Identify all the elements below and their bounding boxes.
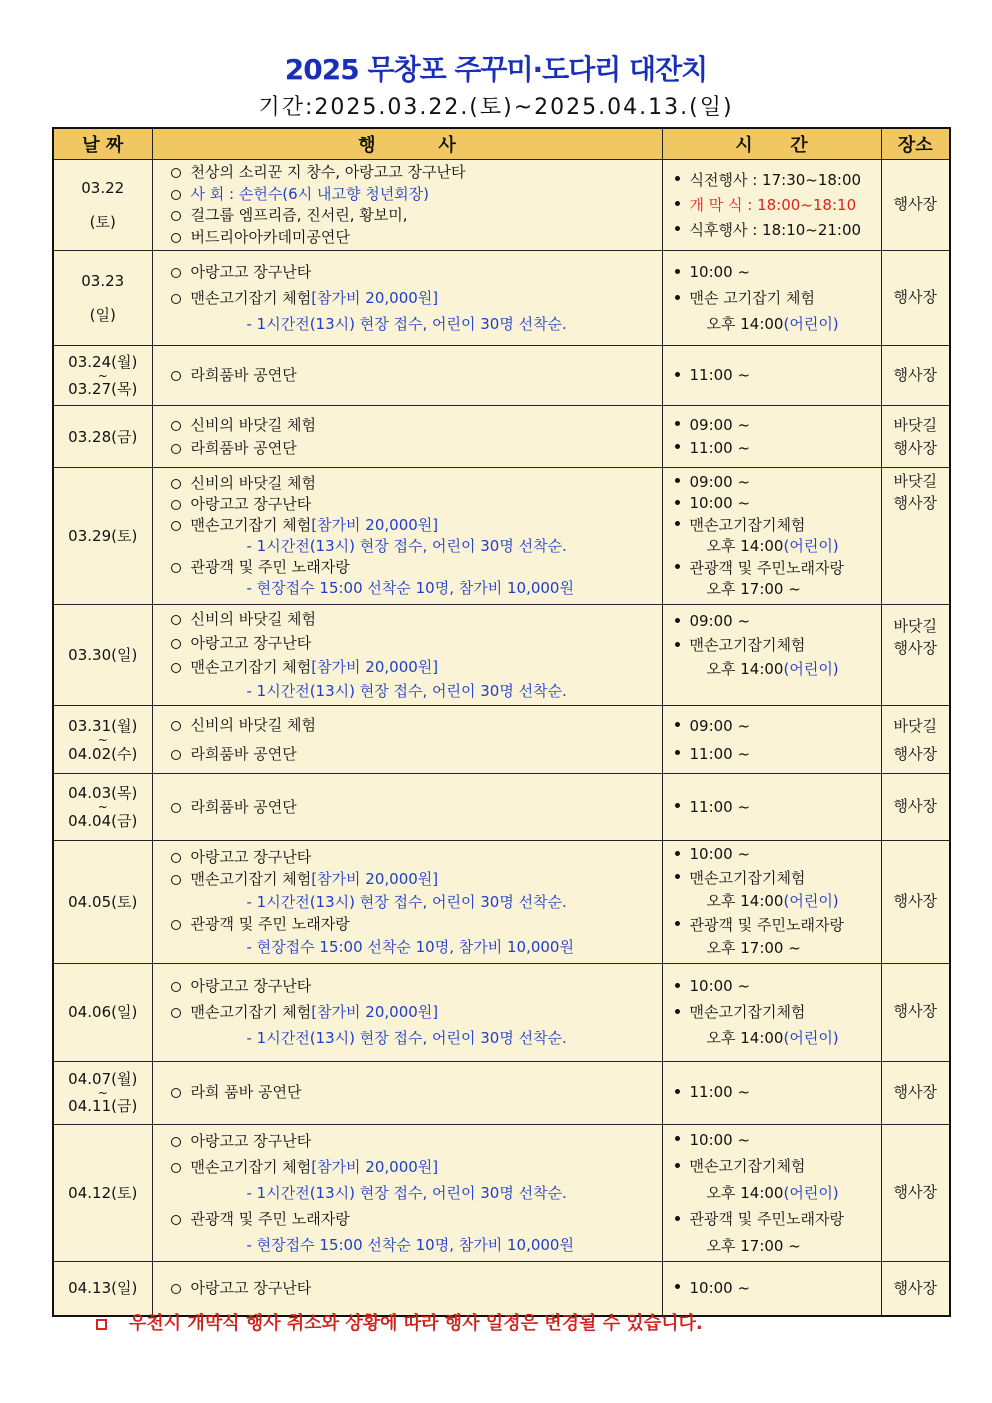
time-item: 11:00 ~ — [689, 438, 751, 457]
time-item: 오후 17:00 ~ — [706, 1236, 801, 1255]
date-text: 03.22 — [81, 179, 125, 197]
circle-bullet-icon — [171, 168, 181, 178]
header-place: 장소 — [881, 128, 950, 160]
table-row — [53, 1262, 950, 1316]
time-item: 식후행사 : 18:10~21:00 — [689, 220, 862, 239]
circle-bullet-icon — [171, 982, 181, 992]
time-item: 맨손고기잡기체험 — [689, 515, 806, 534]
time-item: 맨손고기잡기체험 — [689, 1157, 806, 1175]
event-fee: [참가비 20,000원] — [311, 516, 439, 534]
row-date — [53, 706, 152, 774]
row-times — [662, 706, 881, 774]
table-header-row — [53, 128, 950, 160]
event-item: 신비의 바닷길 체험 — [190, 415, 316, 434]
table-row — [53, 1124, 950, 1262]
circle-bullet-icon — [171, 479, 181, 489]
place-text: 행사장 — [893, 365, 937, 384]
time-item: 관광객 및 주민노래자랑 — [689, 1210, 844, 1228]
time-target: (어린이) — [783, 660, 839, 678]
row-date — [53, 468, 152, 605]
date-text: 03.27(목) — [68, 379, 138, 398]
event-note: - 1시간전(13시) 현장 접수, 어린이 30명 선착순. — [246, 892, 567, 911]
time-item: 오후 17:00 ~ — [706, 580, 801, 598]
dot-bullet-icon — [675, 750, 680, 755]
circle-bullet-icon — [171, 1088, 181, 1098]
time-target: (어린이) — [783, 892, 839, 910]
row-date — [53, 1262, 152, 1316]
row-place — [881, 346, 950, 406]
date-range-tilde: ~ — [97, 1085, 108, 1100]
place-text: 행사장 — [893, 797, 937, 816]
row-date — [53, 774, 152, 841]
event-item: 라희품바 공연단 — [190, 744, 297, 763]
table-row — [53, 406, 950, 468]
time-item: 오후 14:00 — [706, 315, 784, 333]
place-text: 행사장 — [893, 1082, 937, 1101]
row-place — [881, 251, 950, 346]
table-row — [53, 963, 950, 1061]
time-item: 관광객 및 주민노래자랑 — [689, 558, 844, 577]
row-times — [662, 251, 881, 346]
time-item: 09:00 ~ — [689, 415, 751, 434]
event-item: 신비의 바닷길 체험 — [190, 474, 316, 492]
row-times — [662, 1061, 881, 1124]
time-item: 11:00 ~ — [689, 744, 751, 763]
circle-bullet-icon — [171, 920, 181, 930]
date-text: 04.12(토) — [68, 1183, 138, 1202]
event-item: 맨손고기잡기 체험 — [190, 1157, 312, 1176]
event-note: - 1시간전(13시) 현장 접수, 어린이 30명 선착순. — [246, 537, 567, 555]
event-item: 맨손고기잡기 체험 — [190, 1003, 312, 1021]
header-event: 행 사 — [152, 128, 662, 160]
table-row — [53, 346, 950, 406]
dot-bullet-icon — [675, 921, 680, 926]
table-row — [53, 1061, 950, 1124]
circle-bullet-icon — [171, 875, 181, 885]
date-text: 04.07(월) — [68, 1069, 138, 1088]
row-events — [152, 841, 662, 964]
dot-bullet-icon — [675, 1089, 680, 1094]
circle-bullet-icon — [171, 294, 181, 304]
circle-bullet-icon — [171, 563, 181, 573]
circle-bullet-icon — [171, 1008, 181, 1018]
time-item: 맨손고기잡기체험 — [689, 1003, 806, 1021]
place-text: 바닷길 — [893, 415, 937, 434]
event-item: 관광객 및 주민 노래자랑 — [190, 915, 350, 933]
date-range-tilde: ~ — [97, 368, 108, 383]
row-times — [662, 963, 881, 1061]
dot-bullet-icon — [675, 1216, 680, 1221]
event-item: 라희품바 공연단 — [190, 366, 297, 384]
row-events — [152, 963, 662, 1061]
row-date — [53, 1124, 152, 1262]
event-item: 아랑고고 장구난타 — [190, 847, 312, 866]
event-item: 사 회 : 손헌수(6시 내고향 청년회장) — [190, 184, 430, 203]
row-events — [152, 406, 662, 468]
event-fee: [참가비 20,000원] — [311, 289, 439, 307]
row-date — [53, 841, 152, 964]
event-item: 맨손고기잡기 체험 — [190, 516, 312, 534]
event-item: 맨손고기잡기 체험 — [190, 870, 312, 888]
row-place — [881, 1124, 950, 1262]
circle-bullet-icon — [171, 444, 181, 454]
row-events — [152, 160, 662, 251]
dot-bullet-icon — [675, 1136, 680, 1141]
header-date: 날 짜 — [53, 128, 152, 160]
event-item: 라희 품바 공연단 — [190, 1083, 302, 1101]
circle-bullet-icon — [171, 853, 181, 863]
date-text: 04.11(금) — [68, 1096, 138, 1115]
row-events — [152, 468, 662, 605]
dot-bullet-icon — [675, 1163, 680, 1168]
time-item: 관광객 및 주민노래자랑 — [689, 915, 844, 934]
event-item: 천상의 소리꾼 지 창수, 아랑고고 장구난타 — [190, 163, 466, 181]
time-target: (어린이) — [783, 537, 839, 555]
place-text: 행사장 — [893, 1183, 937, 1202]
row-place — [881, 706, 950, 774]
dot-bullet-icon — [675, 1284, 680, 1289]
row-place — [881, 841, 950, 964]
date-text: 03.29(토) — [68, 527, 138, 545]
row-place — [881, 605, 950, 706]
time-item: 11:00 ~ — [689, 366, 751, 384]
date-range-tilde: ~ — [97, 800, 108, 814]
dot-bullet-icon — [675, 269, 680, 274]
row-times — [662, 1124, 881, 1262]
time-item: 오후 14:00 — [706, 892, 784, 910]
circle-bullet-icon — [171, 615, 181, 625]
event-item: 라희품바 공연단 — [190, 438, 297, 457]
dot-bullet-icon — [675, 722, 680, 727]
row-times — [662, 160, 881, 251]
row-times — [662, 346, 881, 406]
event-item: 아랑고고 장구난타 — [190, 1131, 312, 1150]
time-item: 10:00 ~ — [689, 1130, 751, 1149]
time-item: 10:00 ~ — [689, 263, 751, 281]
date-text: 04.04(금) — [68, 812, 138, 830]
circle-bullet-icon — [171, 268, 181, 278]
dot-bullet-icon — [675, 521, 680, 526]
event-note: - 1시간전(13시) 현장 접수, 어린이 30명 선착순. — [246, 1183, 567, 1202]
event-item: 맨손고기잡기 체험 — [190, 658, 312, 676]
dot-bullet-icon — [675, 851, 680, 856]
row-events — [152, 1061, 662, 1124]
time-item: 개 막 식 : 18:00~18:10 — [689, 195, 857, 214]
date-text: 03.23 — [81, 272, 125, 290]
place-text: 행사장 — [893, 639, 937, 657]
place-text: 행사장 — [893, 892, 937, 911]
dot-bullet-icon — [675, 478, 680, 483]
event-fee: [참가비 20,000원] — [311, 658, 439, 676]
event-item: 관광객 및 주민 노래자랑 — [190, 558, 350, 576]
row-times — [662, 468, 881, 605]
row-date — [53, 251, 152, 346]
dot-bullet-icon — [675, 226, 680, 231]
place-text: 바닷길 — [893, 716, 937, 735]
circle-bullet-icon — [171, 1284, 181, 1294]
circle-bullet-icon — [171, 211, 181, 221]
circle-bullet-icon — [171, 750, 181, 760]
date-text: 04.06(일) — [68, 1003, 138, 1021]
event-item: 신비의 바닷길 체험 — [190, 715, 316, 734]
circle-bullet-icon — [171, 190, 181, 200]
date-text: 04.13(일) — [68, 1279, 138, 1298]
event-item: 아랑고고 장구난타 — [190, 495, 312, 513]
time-item: 10:00 ~ — [689, 1278, 751, 1297]
place-text: 행사장 — [893, 744, 937, 763]
table-row — [53, 160, 950, 251]
row-date — [53, 605, 152, 706]
circle-bullet-icon — [171, 500, 181, 510]
date-text: 03.24(월) — [68, 352, 138, 371]
dot-bullet-icon — [675, 1009, 680, 1014]
time-item: 오후 14:00 — [706, 1029, 784, 1047]
notice — [96, 1309, 703, 1335]
header-time: 시 간 — [662, 128, 881, 160]
row-place — [881, 1061, 950, 1124]
circle-bullet-icon — [171, 803, 181, 813]
place-text: 바닷길 — [893, 472, 937, 490]
row-events — [152, 1262, 662, 1316]
table-row — [53, 468, 950, 605]
dot-bullet-icon — [675, 176, 680, 181]
dot-bullet-icon — [675, 372, 680, 377]
schedule-table — [52, 127, 951, 1317]
event-item: 신비의 바닷길 체험 — [190, 610, 316, 628]
event-item: 관광객 및 주민 노래자랑 — [190, 1209, 350, 1228]
dot-bullet-icon — [675, 803, 680, 808]
place-text: 바닷길 — [893, 617, 937, 635]
place-text: 행사장 — [893, 195, 937, 214]
row-date — [53, 1061, 152, 1124]
dot-bullet-icon — [675, 201, 680, 206]
circle-bullet-icon — [171, 421, 181, 431]
date-range-tilde: ~ — [97, 732, 108, 747]
row-times — [662, 1262, 881, 1316]
place-text: 행사장 — [893, 438, 937, 457]
row-place — [881, 160, 950, 251]
circle-bullet-icon — [171, 1137, 181, 1147]
row-times — [662, 841, 881, 964]
table-row — [53, 605, 950, 706]
time-item: 식전행사 : 17:30~18:00 — [689, 170, 862, 189]
date-text: 04.03(목) — [68, 784, 138, 802]
date-text: 04.02(수) — [68, 744, 138, 763]
event-item: 아랑고고 장구난타 — [190, 1278, 312, 1297]
row-date — [53, 346, 152, 406]
event-item: 아랑고고 장구난타 — [190, 977, 312, 995]
place-text: 행사장 — [893, 1278, 937, 1297]
event-item: 아랑고고 장구난타 — [190, 634, 312, 652]
event-note: - 현장접수 15:00 선착순 10명, 참가비 10,000원 — [246, 937, 574, 956]
table-row — [53, 841, 950, 964]
event-note: - 1시간전(13시) 현장 접수, 어린이 30명 선착순. — [246, 1029, 567, 1047]
event-note: - 1시간전(13시) 현장 접수, 어린이 30명 선착순. — [246, 682, 567, 700]
date-text: 03.28(금) — [68, 427, 138, 446]
event-note: - 현장접수 15:00 선착순 10명, 참가비 10,000원 — [246, 1235, 574, 1254]
time-item: 11:00 ~ — [689, 1083, 751, 1101]
event-item: 맨손고기잡기 체험 — [190, 289, 312, 307]
row-times — [662, 774, 881, 841]
dot-bullet-icon — [675, 421, 680, 426]
date-text: 03.31(월) — [68, 716, 138, 735]
circle-bullet-icon — [171, 233, 181, 243]
time-item: 맨손고기잡기체험 — [689, 636, 806, 654]
dot-bullet-icon — [675, 500, 680, 505]
time-item: 09:00 ~ — [689, 472, 751, 491]
time-item: 오후 14:00 — [706, 1183, 784, 1202]
circle-bullet-icon — [171, 1163, 181, 1173]
time-item: 오후 14:00 — [706, 537, 784, 555]
time-item: 맨손 고기잡기 체험 — [689, 289, 815, 307]
event-item: 아랑고고 장구난타 — [190, 263, 312, 281]
time-target: (어린이) — [783, 315, 839, 333]
time-target: (어린이) — [783, 1029, 839, 1047]
circle-bullet-icon — [171, 639, 181, 649]
place-text: 행사장 — [893, 494, 937, 512]
time-item: 10:00 ~ — [689, 494, 751, 512]
place-text: 행사장 — [893, 1002, 937, 1021]
row-events — [152, 774, 662, 841]
time-item: 맨손고기잡기체험 — [689, 868, 806, 887]
row-date — [53, 963, 152, 1061]
row-events — [152, 605, 662, 706]
row-date — [53, 160, 152, 251]
dot-bullet-icon — [675, 444, 680, 449]
circle-bullet-icon — [171, 371, 181, 381]
time-item: 10:00 ~ — [689, 845, 751, 863]
circle-bullet-icon — [171, 663, 181, 673]
time-item: 오후 14:00 — [706, 660, 784, 678]
dot-bullet-icon — [675, 642, 680, 647]
row-place — [881, 1262, 950, 1316]
time-item: 09:00 ~ — [689, 716, 751, 735]
event-fee: [참가비 20,000원] — [311, 870, 439, 888]
time-item: 오후 17:00 ~ — [706, 939, 801, 957]
event-item: 라희품바 공연단 — [190, 797, 297, 816]
row-place — [881, 774, 950, 841]
event-note: - 현장접수 15:00 선착순 10명, 참가비 10,000원 — [246, 579, 574, 597]
row-events — [152, 1124, 662, 1262]
event-item: 걸그룹 엠프리즘, 진서린, 황보미, — [190, 206, 408, 224]
checkbox-square-icon — [96, 1319, 107, 1330]
dot-bullet-icon — [675, 295, 680, 300]
row-events — [152, 251, 662, 346]
circle-bullet-icon — [171, 1215, 181, 1225]
row-place — [881, 963, 950, 1061]
table-row — [53, 774, 950, 841]
time-item: 09:00 ~ — [689, 612, 751, 630]
time-target: (어린이) — [783, 1183, 839, 1202]
dot-bullet-icon — [675, 983, 680, 988]
event-note: - 1시간전(13시) 현장 접수, 어린이 30명 선착순. — [246, 315, 567, 333]
place-text: 행사장 — [893, 288, 937, 307]
table-row — [53, 706, 950, 774]
dot-bullet-icon — [675, 618, 680, 623]
row-events — [152, 706, 662, 774]
event-fee: [참가비 20,000원] — [311, 1157, 439, 1176]
circle-bullet-icon — [171, 721, 181, 731]
circle-bullet-icon — [171, 521, 181, 531]
weekday-text: (토) — [89, 213, 116, 231]
event-period: 기간:2025.03.22.(토)~2025.04.13.(일) — [258, 95, 734, 120]
row-times — [662, 605, 881, 706]
date-text: 03.30(일) — [68, 646, 138, 664]
date-text: 04.05(토) — [68, 892, 138, 911]
row-events — [152, 346, 662, 406]
row-place — [881, 406, 950, 468]
page-title: 2025 무창포 주꾸미·도다리 대잔치 — [284, 53, 708, 86]
row-times — [662, 406, 881, 468]
dot-bullet-icon — [675, 874, 680, 879]
dot-bullet-icon — [675, 564, 680, 569]
row-date — [53, 406, 152, 468]
event-fee: [참가비 20,000원] — [311, 1003, 439, 1021]
row-place — [881, 468, 950, 605]
weekday-text: (일) — [89, 306, 116, 324]
time-item: 10:00 ~ — [689, 977, 751, 995]
notice-text: 우천시 개막식 행사 취소와 상황에 따라 행사 일정은 변경될 수 있습니다. — [129, 1313, 703, 1334]
event-item: 버드리아아카데미공연단 — [190, 227, 350, 246]
table-row — [53, 251, 950, 346]
time-item: 11:00 ~ — [689, 797, 751, 816]
